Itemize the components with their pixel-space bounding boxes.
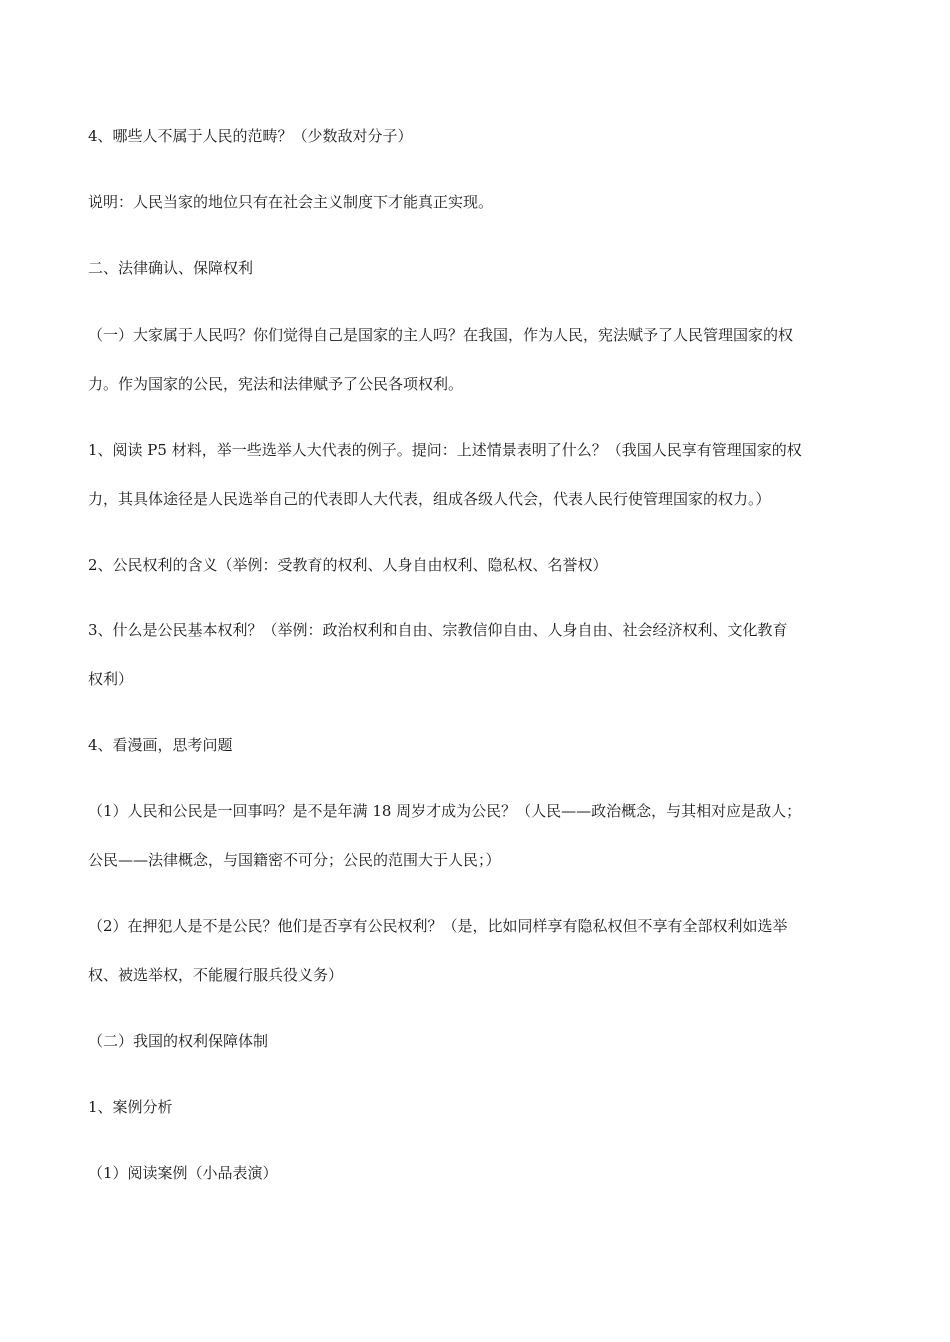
text-line: 权、被选举权，不能履行服兵役义务） — [88, 966, 344, 984]
text-line: 4、哪些人不属于人民的范畴？（少数敌对分子） — [88, 127, 413, 145]
subsection-2-heading — [88, 1017, 863, 1066]
item-1-case-analysis — [88, 1083, 863, 1132]
text-line: （2）在押犯人是不是公民？他们是否享有公民权利？（是，比如同样享有隐私权但不享有全部权利如选举 — [88, 917, 788, 935]
text-line: 1、阅读 P5 材料，举一些选举人大代表的例子。提问：上述情景表明了什么？（我国人民享有管理国家的权 — [88, 441, 802, 459]
explanation-note — [88, 178, 863, 227]
text-line: （1）人民和公民是一回事吗？是不是年满 18 周岁才成为公民？（人民——政治概念，与其相对应是敌人； — [88, 802, 802, 820]
item-1-reading — [88, 426, 863, 524]
text-line: （二）我国的权利保障体制 — [88, 1032, 269, 1050]
text-line: 二、法律确认、保障权利 — [88, 259, 254, 277]
item-2-citizen-rights — [88, 541, 863, 590]
item-4-comic — [88, 721, 863, 770]
subsection-1-intro — [88, 311, 863, 409]
text-line: 权利） — [88, 670, 134, 688]
text-line: 说明：人民当家的地位只有在社会主义制度下才能真正实现。 — [88, 193, 494, 211]
question-4-non-people — [88, 112, 863, 161]
text-line: 公民——法律概念，与国籍密不可分；公民的范围大于人民；） — [88, 851, 501, 869]
question-2-prisoners — [88, 902, 863, 1000]
section-heading-2 — [88, 244, 863, 293]
question-1-people-vs-citizen — [88, 787, 863, 885]
item-1-1-read-case — [88, 1149, 863, 1198]
text-line: 3、什么是公民基本权利？（举例：政治权利和自由、宗教信仰自由、人身自由、社会经济权利、文化教育 — [88, 621, 788, 639]
text-line: 1、案例分析 — [88, 1098, 173, 1116]
text-line: （1）阅读案例（小品表演） — [88, 1164, 278, 1182]
text-line: （一）大家属于人民吗？你们觉得自己是国家的主人吗？在我国，作为人民，宪法赋予了人民管理国家的权 — [88, 326, 794, 344]
item-3-basic-rights — [88, 606, 863, 704]
text-line: 4、看漫画，思考问题 — [88, 736, 233, 754]
text-line: 2、公民权利的含义（举例：受教育的权利、人身自由权利、隐私权、名誉权） — [88, 556, 608, 574]
text-line: 力，其具体途径是人民选举自己的代表即人大代表，组成各级人代会，代表人民行使管理国家的权力。） — [88, 490, 771, 508]
text-line: 力。作为国家的公民，宪法和法律赋予了公民各项权利。 — [88, 375, 464, 393]
